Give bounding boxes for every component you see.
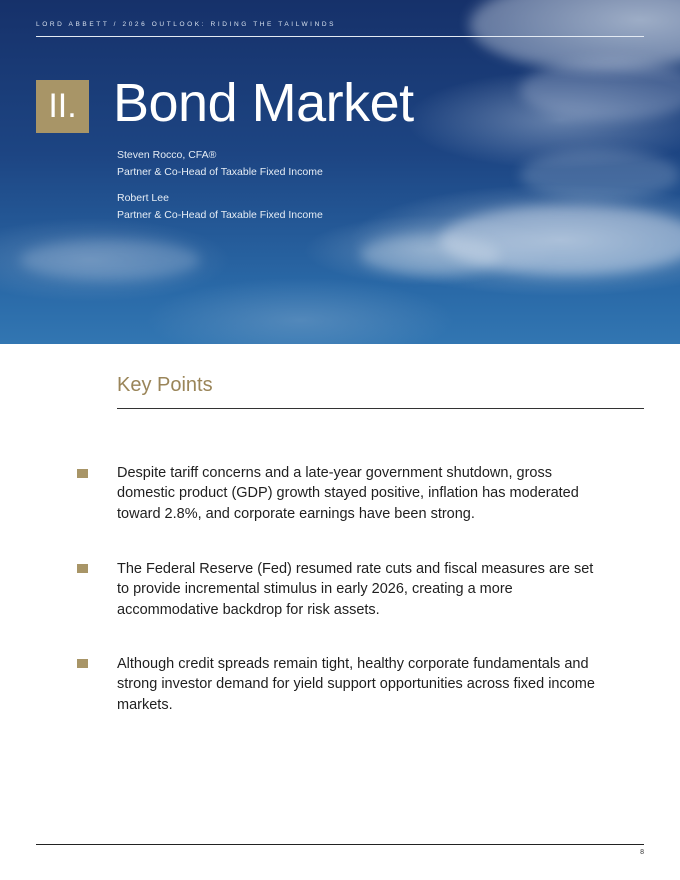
author-name: Steven Rocco, CFA® [117, 149, 217, 161]
bullet-square-icon [77, 659, 88, 668]
author-name: Robert Lee [117, 192, 169, 204]
footer-divider [36, 844, 644, 845]
key-points-divider [117, 408, 644, 409]
cloud-shape [20, 240, 200, 280]
key-point-text: Despite tariff concerns and a late-year government shutdown, gross domestic product (GDP) growth stayed positive, inflation has moderated toward 2.8%, and corporate earnings have been strong. [117, 465, 579, 522]
page-title: Bond Market [113, 73, 414, 133]
key-points-heading: Key Points [117, 374, 213, 396]
page-number: 8 [640, 849, 644, 856]
bullet-square-icon [77, 564, 88, 573]
key-point-text: Although credit spreads remain tight, healthy corporate fundamentals and strong investor demand for yield support opportunities across fixed income markets. [117, 656, 595, 713]
cloud-shape [520, 150, 680, 200]
hero-sky-image [0, 0, 680, 344]
cloud-shape [470, 0, 680, 70]
cloud-shape [520, 60, 680, 120]
bullet-square-icon [77, 469, 88, 478]
running-header: LORD ABBETT / 2026 OUTLOOK: RIDING THE TAILWINDS [36, 21, 337, 28]
author-role: Partner & Co-Head of Taxable Fixed Income [117, 166, 323, 178]
header-divider [36, 36, 644, 37]
cloud-shape [360, 235, 500, 275]
author-role: Partner & Co-Head of Taxable Fixed Income [117, 209, 323, 221]
chapter-numeral: II. [36, 80, 89, 133]
key-point-text: The Federal Reserve (Fed) resumed rate cuts and fiscal measures are set to provide incremental stimulus in early 2026, creating a more accommodative backdrop for risk assets. [117, 561, 594, 618]
